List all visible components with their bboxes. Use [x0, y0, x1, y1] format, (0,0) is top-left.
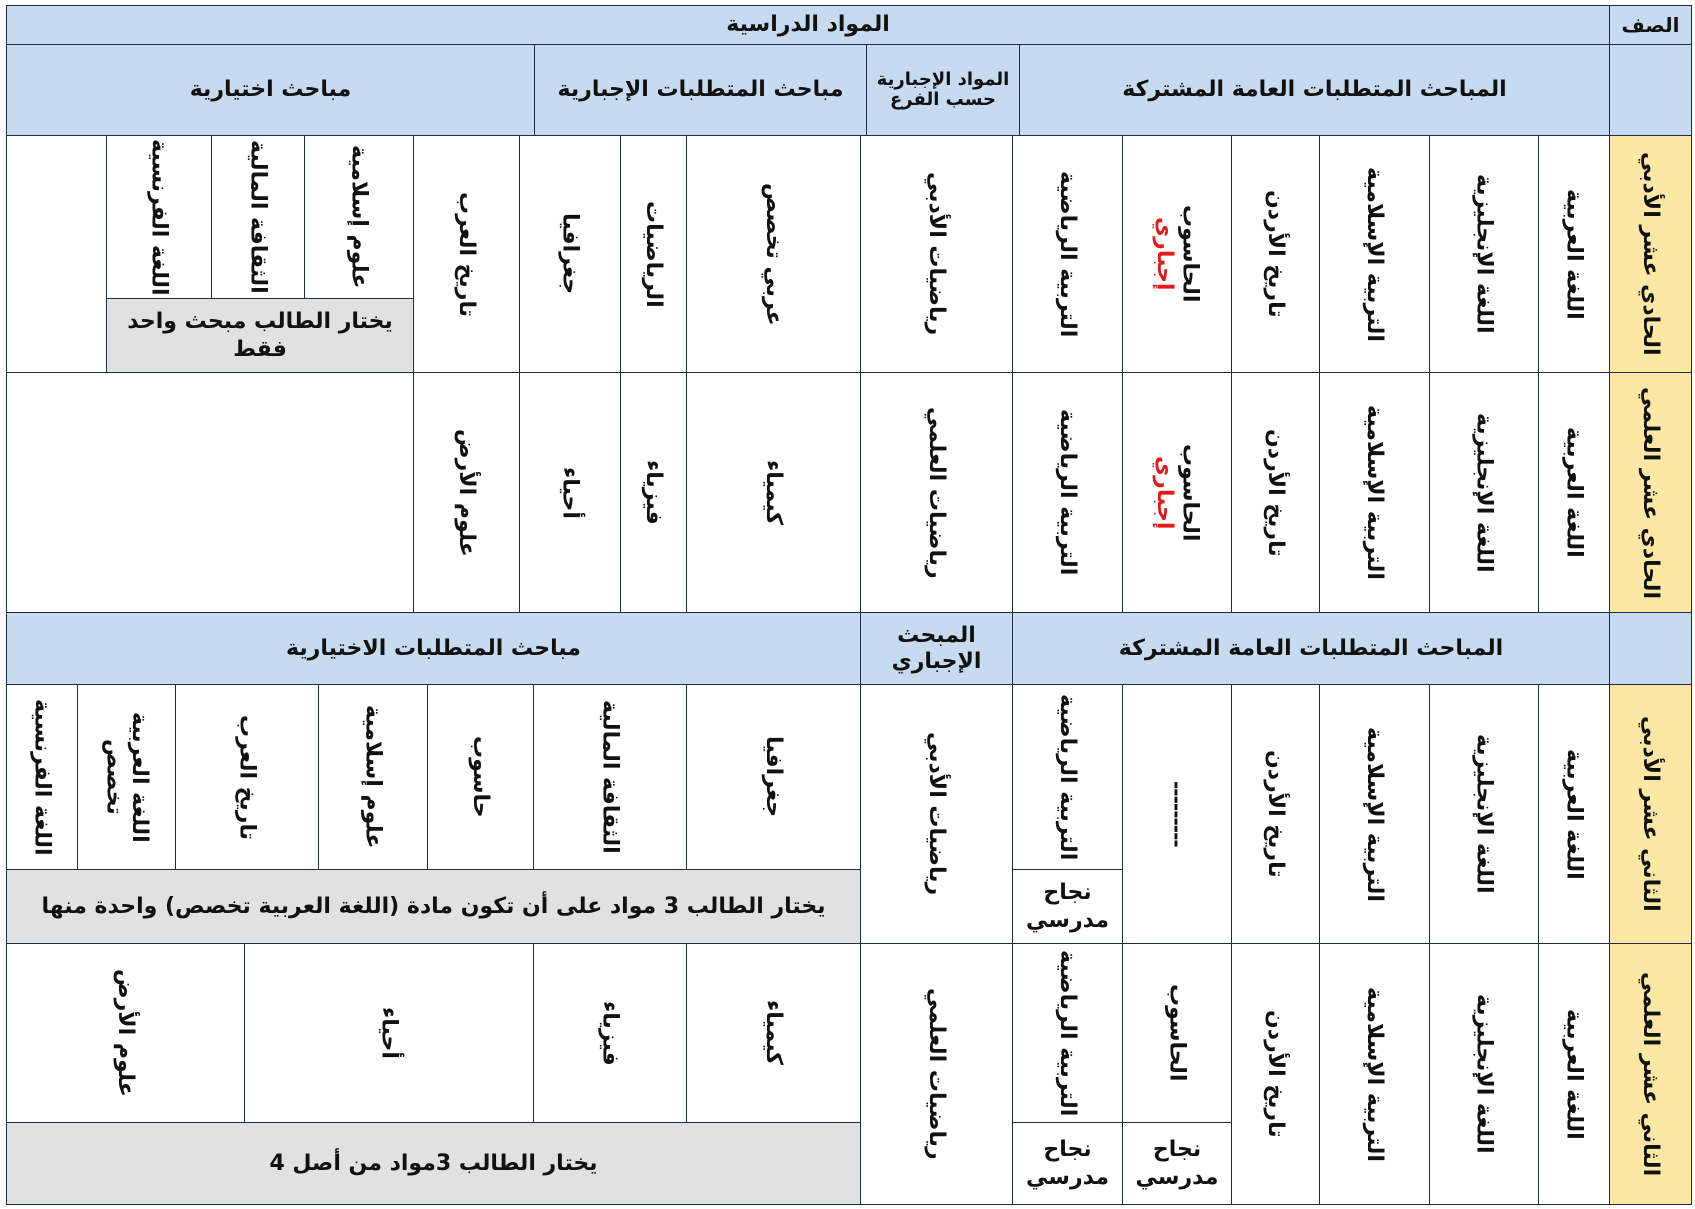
lit12-jordan-history: تاريخ الأردن [1231, 684, 1320, 944]
subjects-title-cell [6, 5, 1610, 45]
lit11-note: يختار الطالب مبحث واحد فقط [106, 298, 414, 373]
lit12-pe-pass: نجاح مدرسي [1012, 869, 1123, 944]
sci11-jordan-history: تاريخ الأردن [1231, 372, 1320, 613]
grade-title: الصف [1621, 12, 1680, 37]
lit11-english: اللغة الإنجليزية [1429, 135, 1539, 373]
lit12-english: اللغة الإنجليزية [1429, 684, 1539, 944]
sci11-physics: فيزياء [620, 372, 687, 613]
grade-12-scientific: الثاني عشر العلمي [1609, 943, 1692, 1205]
sci11-empty [6, 372, 414, 613]
lit11-islamic-sciences: علوم إسلامية [304, 135, 414, 299]
sci12-physics: فيزياء [533, 943, 687, 1123]
s1-mandatory-branch-header: المواد الإجبارية حسب الفرع [866, 44, 1020, 136]
lit12-arabic-spec: اللغة العربية تخصص [77, 684, 176, 870]
sci12-math: رياضيات العلمي [860, 943, 1013, 1205]
lit11-islamic: التربية الإسلامية [1319, 135, 1430, 373]
sci12-pe: التربية الرياضية [1012, 943, 1123, 1123]
lit12-arabic: اللغة العربية [1538, 684, 1610, 944]
s1-elective-header: مباحث اختيارية [6, 44, 535, 136]
sci12-english: اللغة الإنجليزية [1429, 943, 1539, 1205]
lit12-financial-culture: الثقافة المالية [533, 684, 687, 870]
lit11-jordan-history: تاريخ الأردن [1231, 135, 1320, 373]
sci11-islamic: التربية الإسلامية [1319, 372, 1430, 613]
sci12-computer-pass: نجاح مدرسي [1122, 1122, 1232, 1205]
sci12-biology: أحياء [244, 943, 534, 1123]
lit11-computer-mandatory: إجباري [1152, 217, 1177, 291]
grade-12-literary: الثاني عشر الأدبي [1609, 684, 1692, 944]
lit12-computer: حاسوب [427, 684, 534, 870]
sci12-jordan-history: تاريخ الأردن [1231, 943, 1320, 1205]
sci12-computer: الحاسوب [1122, 943, 1232, 1123]
sci12-pe-pass: نجاح مدرسي [1012, 1122, 1123, 1205]
sci12-earth-sciences: علوم الأرض [6, 943, 245, 1123]
lit12-note: يختار الطالب 3 مواد على أن تكون مادة (اللغة العربية تخصص) واحدة منها [6, 869, 861, 944]
s2-common-header: المباحث المتطلبات العامة المشتركة [1012, 612, 1610, 685]
s2-elective-header: مباحث المتطلبات الاختيارية [6, 612, 861, 685]
sci11-biology: أحياء [519, 372, 621, 613]
lit12-dashes: --------- [1122, 684, 1232, 944]
lit11-math: رياضيات الأدبي [860, 135, 1013, 373]
lit11-computer: الحاسوب إجباري [1122, 135, 1232, 373]
sci11-earth-sciences: علوم الأرض [413, 372, 520, 613]
sci11-pe: التربية الرياضية [1012, 372, 1123, 613]
s1-mandatory-req-header: مباحث المتطلبات الإجبارية [534, 44, 867, 136]
lit11-french: اللغة الفرنسية [106, 135, 212, 299]
lit11-arab-history: تاريخ العرب [413, 135, 520, 373]
grade-title-cell [1609, 5, 1692, 45]
sci12-islamic: التربية الإسلامية [1319, 943, 1430, 1205]
s2-grade-blank [1609, 612, 1692, 685]
sci11-computer-mandatory: إجباري [1152, 455, 1177, 530]
lit12-islamic: التربية الإسلامية [1319, 684, 1430, 944]
lit12-math: رياضيات الأدبي [860, 684, 1013, 944]
sci11-computer: الحاسوب إجباري [1122, 372, 1232, 613]
s1-common-header: المباحث المتطلبات العامة المشتركة [1019, 44, 1610, 136]
lit11-pe: التربية الرياضية [1012, 135, 1123, 373]
lit11-geography: جغرافيا [519, 135, 621, 373]
lit11-empty [6, 135, 107, 373]
grade-11-literary: الحادي عشر الأدبي [1609, 135, 1692, 373]
lit12-islamic-sciences: علوم إسلامية [318, 684, 428, 870]
lit12-arab-history: تاريخ العرب [175, 684, 319, 870]
lit11-financial-culture: الثقافة المالية [211, 135, 305, 299]
sci12-chemistry: كيمياء [686, 943, 861, 1123]
sci11-math: رياضيات العلمي [860, 372, 1013, 613]
grade-11-scientific: الحادي عشر العلمي [1609, 372, 1692, 613]
sci12-arabic: اللغة العربية [1538, 943, 1610, 1205]
lit11-arabic: اللغة العربية [1538, 135, 1610, 373]
sci11-english: اللغة الإنجليزية [1429, 372, 1539, 613]
sci12-note: يختار الطالب 3مواد من أصل 4 [6, 1122, 861, 1205]
lit11-maths: الرياضيات [620, 135, 687, 373]
lit12-french: اللغة الفرنسية [6, 684, 78, 870]
s1-grade-blank [1609, 44, 1692, 136]
sci11-chemistry: كيمياء [686, 372, 861, 613]
s2-mandatory-header: المبحث الإجباري [860, 612, 1013, 685]
lit12-pe: التربية الرياضية [1012, 684, 1123, 870]
lit11-arabic-spec: عربي تخصص [686, 135, 861, 373]
subjects-title: المواد الدراسية [726, 12, 890, 38]
lit12-geography: جغرافيا [686, 684, 861, 870]
sci11-arabic: اللغة العربية [1538, 372, 1610, 613]
